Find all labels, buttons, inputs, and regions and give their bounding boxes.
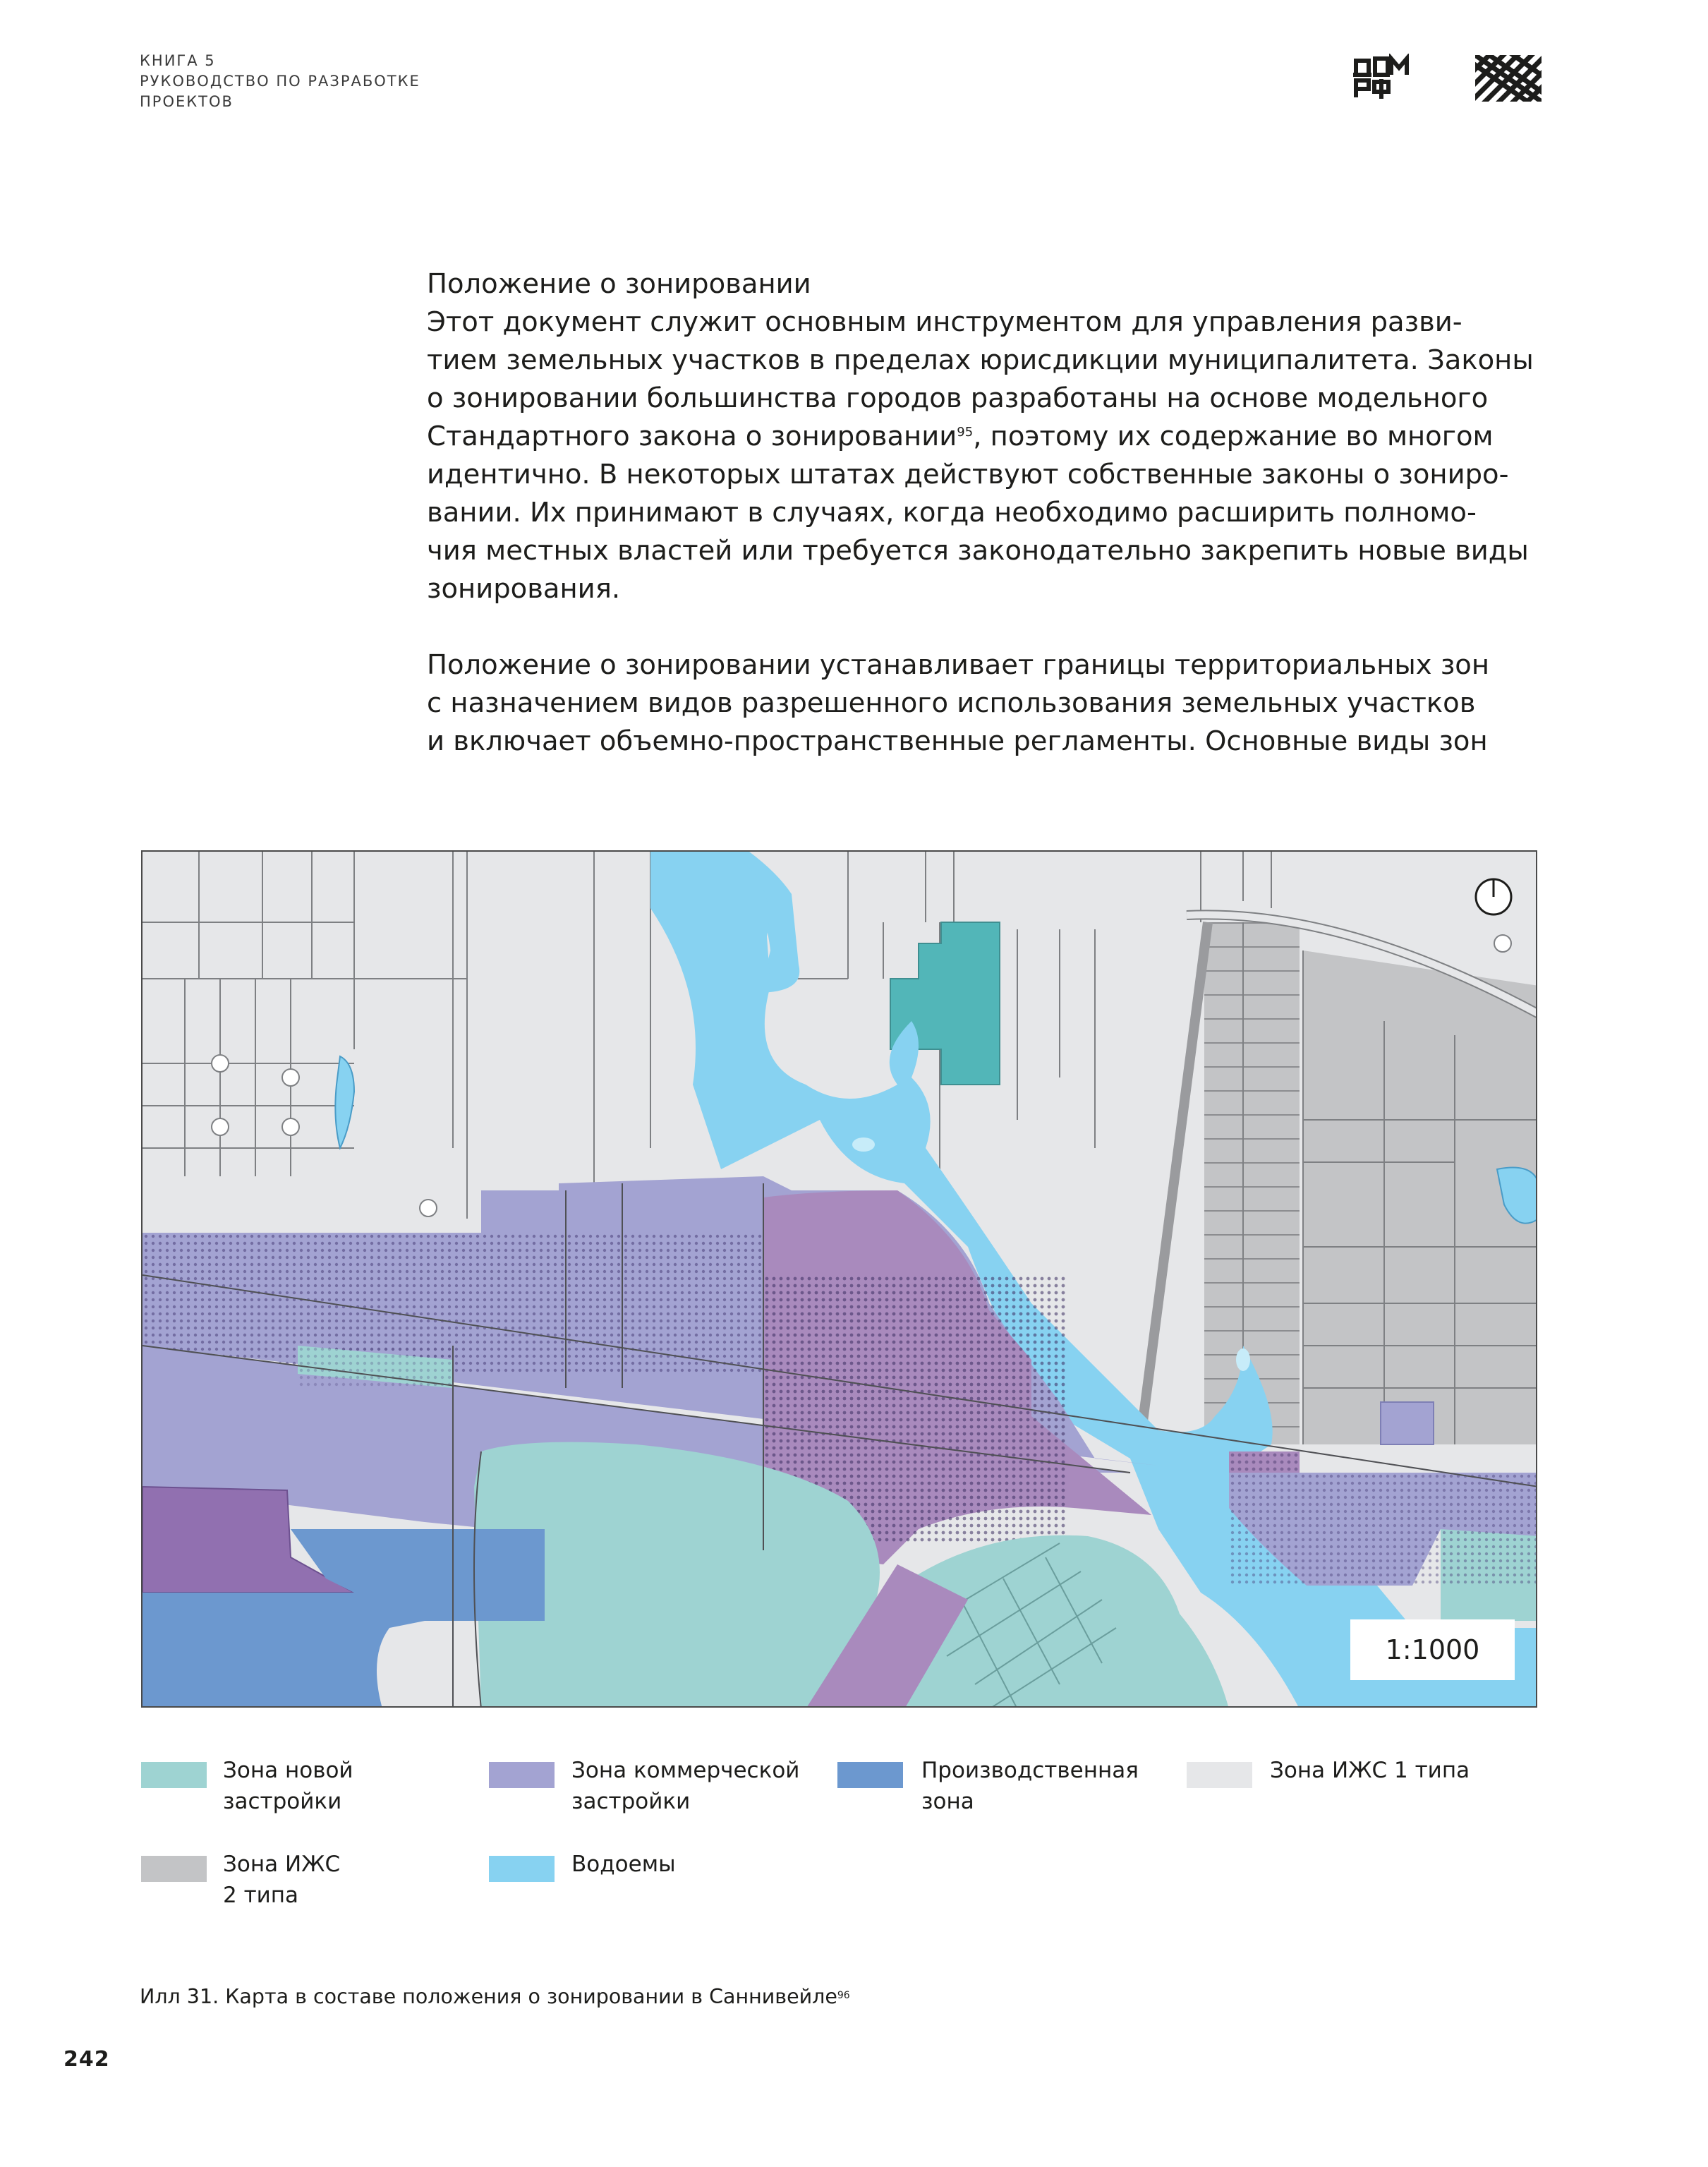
text-line <box>427 418 1527 456</box>
legend-label-new-development <box>223 1755 353 1817</box>
text-line: о зонировании большинства городов разработаны на основе модельного <box>427 382 1489 414</box>
caption-text: Илл 31. Карта в составе положения о зонировании в Саннивейле <box>140 1985 837 2008</box>
legend-label-line: застройки <box>571 1789 691 1814</box>
text-line: вании. Их принимают в случаях, когда необходимо расширить полномо- <box>427 497 1477 529</box>
legend-label-water <box>571 1849 676 1880</box>
legend-label-line: застройки <box>223 1789 342 1814</box>
header-title-line2: ПРОЕКТОВ <box>140 93 234 110</box>
legend-label-line: Зона коммерческой <box>571 1758 800 1783</box>
pattern-logo <box>1475 55 1542 102</box>
text-line: Положение о зонировании <box>427 268 811 300</box>
legend-label-line: Зона новой <box>223 1758 353 1783</box>
legend-swatch-izhs1 <box>1187 1762 1252 1788</box>
legend-swatch-commercial <box>489 1762 555 1788</box>
text-line: Этот документ служит основным инструментом для управления разви- <box>427 306 1462 338</box>
legend-label-line: Водоемы <box>571 1852 676 1877</box>
legend-swatch-water <box>489 1856 555 1882</box>
legend-label-izhs2 <box>223 1849 340 1911</box>
legend-swatch-industrial <box>837 1762 903 1788</box>
legend-label-industrial <box>921 1755 1139 1817</box>
map-scale: 1:1000 <box>1350 1619 1515 1680</box>
body-text <box>427 265 1534 761</box>
header-book: КНИГА 5 <box>140 52 216 69</box>
paragraph-2 <box>427 646 1527 761</box>
header-title-line1: РУКОВОДСТВО ПО РАЗРАБОТКЕ <box>140 73 420 90</box>
text-line: с назначением видов разрешенного использования земельных участков <box>427 687 1476 719</box>
dom-rf-logo <box>1353 54 1410 100</box>
text-line: тием земельных участков в пределах юрисдикции муниципалитета. Законы <box>427 344 1534 376</box>
legend-swatch-new-development <box>141 1762 207 1788</box>
zoning-map <box>141 850 1537 1708</box>
legend-label-izhs1 <box>1270 1755 1470 1786</box>
figure-caption <box>140 1983 850 2011</box>
text-line: чия местных властей или требуется законодательно закрепить новые виды <box>427 535 1529 567</box>
legend-label-line: Зона ИЖС <box>223 1852 341 1877</box>
zoning-map-graphic <box>143 852 1537 1708</box>
legend-label-line: Зона ИЖС 1 типа <box>1270 1758 1470 1783</box>
text-fragment: Стандартного закона о зонировании <box>427 421 957 452</box>
legend-label-line: зона <box>921 1789 974 1814</box>
running-header <box>140 51 420 112</box>
legend-label-commercial <box>571 1755 799 1817</box>
page-number: 242 <box>63 2047 110 2072</box>
text-line: и включает объемно-пространственные регламенты. Основные виды зон <box>427 725 1488 757</box>
legend-swatch-izhs2 <box>141 1856 207 1882</box>
footnote-ref-95[interactable]: 95 <box>957 425 974 440</box>
footnote-ref-96[interactable]: 96 <box>837 1990 850 2001</box>
text-line: Положение о зонировании устанавливает границы территориальных зон <box>427 649 1490 681</box>
text-fragment: , поэтому их содержание во многом <box>973 421 1494 452</box>
text-line: идентично. В некоторых штатах действуют собственные законы о зониро- <box>427 459 1509 490</box>
text-line: зонирования. <box>427 573 621 605</box>
paragraph-1 <box>427 265 1534 608</box>
legend-label-line: 2 типа <box>223 1883 299 1908</box>
legend-label-line: Производственная <box>921 1758 1139 1783</box>
north-arrow-icon <box>1476 879 1511 915</box>
